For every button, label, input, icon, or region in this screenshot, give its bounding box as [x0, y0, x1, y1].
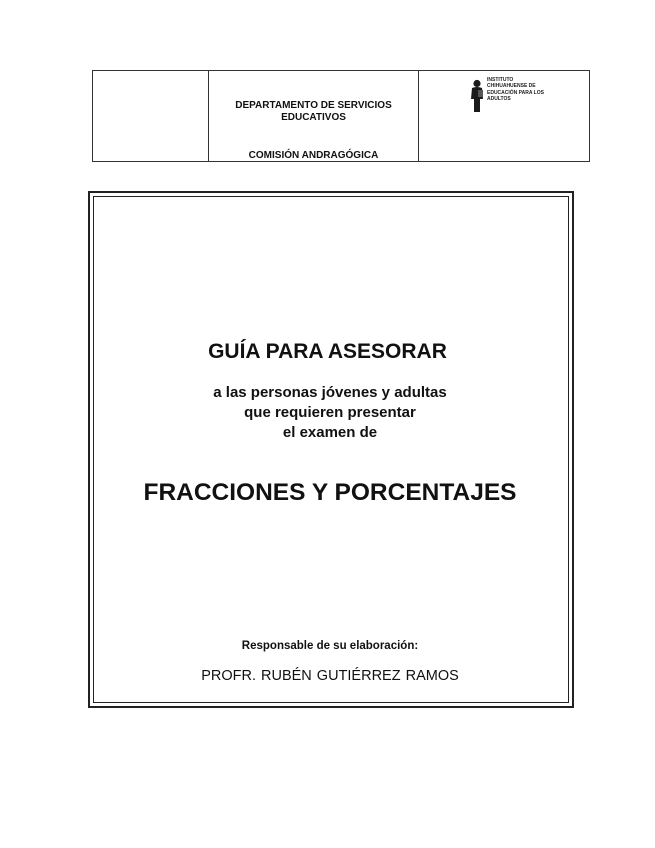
logo-line-2: CHIHUAHUENSE DE	[487, 83, 536, 90]
author-name: PROFR. RUBÉN GUTIÉRREZ RAMOS	[201, 668, 459, 684]
department-line-2: EDUCATIVOS	[281, 112, 346, 123]
subtitle-line-3: el examen de	[282, 424, 378, 441]
logo-line-1: INSTITUTO	[487, 77, 514, 83]
logo-text	[487, 77, 559, 103]
person-silhouette-icon	[469, 79, 485, 113]
department-line-1: DEPARTAMENTO DE SERVICIOS	[235, 100, 392, 111]
subtitle-line-2: que requieren presentar	[244, 404, 416, 421]
subtitle-line-1: a las personas jóvenes y adultas	[213, 384, 447, 401]
commission-name: COMISIÓN ANDRAGÓGICA	[248, 150, 379, 161]
cover-heading: GUÍA PARA ASESORAR	[208, 340, 447, 363]
responsible-label: Responsable de su elaboración:	[241, 640, 419, 652]
logo-line-3: EDUCACIÓN PARA LOS	[487, 89, 544, 96]
main-title: FRACCIONES Y PORCENTAJES	[143, 479, 517, 506]
department-name	[209, 100, 418, 124]
institute-logo	[469, 77, 559, 117]
header-empty-cell	[93, 71, 209, 161]
header-table	[92, 70, 590, 162]
cover-frame-inner	[93, 196, 569, 703]
header-logo-cell	[419, 71, 589, 161]
logo-line-4: ADULTOS	[487, 96, 511, 103]
header-department-cell	[209, 71, 419, 161]
